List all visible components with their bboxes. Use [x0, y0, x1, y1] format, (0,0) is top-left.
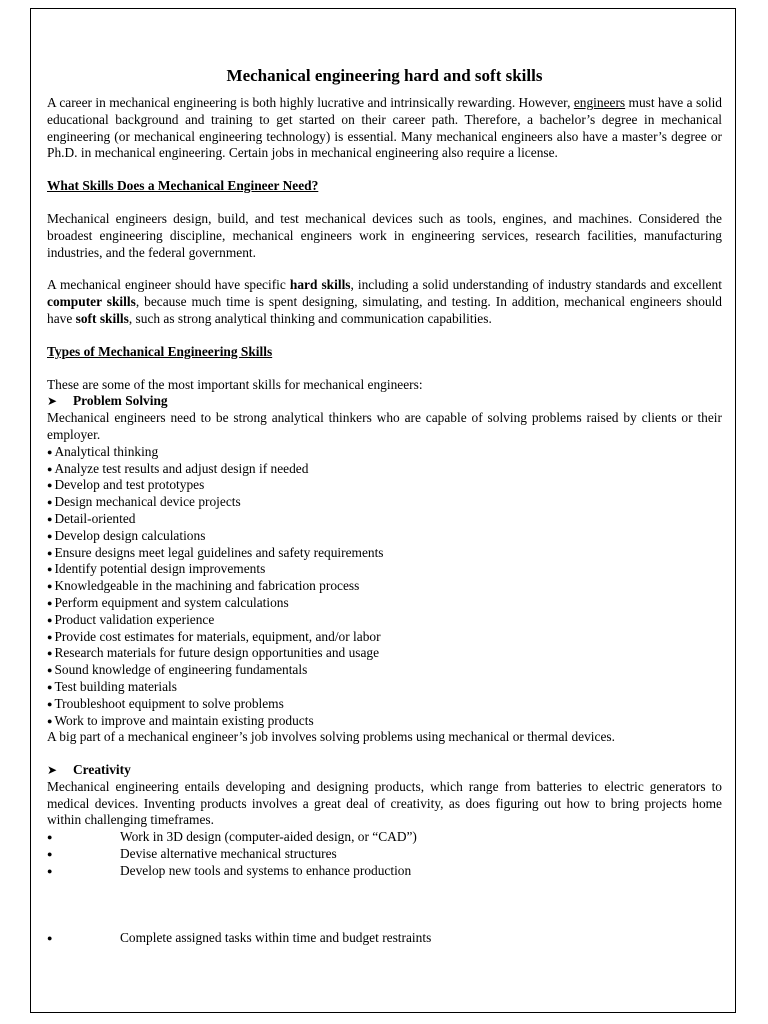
intro-paragraph: A career in mechanical engineering is both highly lucrative and intrinsically rewarding. However, engineers must have a solid educational background and training to get started on their career path. Therefore, a bachelor’s degree in mechanical engineering (or mechanical engineering technology) is essential. Many mechanical engineers also have a master’s degree or Ph.D. in mechanical engineering. Certain jobs in mechanical engineering also require a license.	[47, 95, 722, 161]
bullet-dot-icon: ●	[47, 681, 53, 692]
list-item: ● Devise alternative mechanical structures	[47, 846, 337, 862]
list-item: ● Develop and test prototypes	[47, 477, 205, 493]
section-heading-skills-needed: What Skills Does a Mechanical Engineer Need?	[47, 178, 319, 194]
bullet-dot-icon: ●	[47, 614, 53, 625]
list-item: ● Research materials for future design opportunities and usage	[47, 645, 380, 661]
bullet-dot-icon: ●	[47, 698, 53, 709]
list-item: ● Develop design calculations	[47, 527, 206, 543]
list-item: ● Design mechanical device projects	[47, 494, 241, 510]
creativity-list-continued	[47, 930, 722, 947]
problem-solving-description: Mechanical engineers need to be strong analytical thinkers who are capable of solving problems raised by clients or their employer.	[47, 410, 722, 442]
list-item: ● Work in 3D design (computer-aided design, or “CAD”)	[47, 829, 417, 845]
list-item: ● Test building materials	[47, 678, 177, 694]
skills-paragraph: Mechanical engineers design, build, and test mechanical devices such as tools, engines, and machines. Considered the broadest engineering discipline, mechanical engineers work in engineering services, research facilities, manufacturing industries, and the federal government.	[47, 210, 722, 260]
bullet-dot-icon: ●	[47, 446, 53, 457]
document-content	[47, 65, 722, 946]
list-item: ● Knowledgeable in the machining and fabrication process	[47, 578, 360, 594]
bullet-dot-icon: ●	[47, 513, 53, 524]
problem-solving-list	[47, 444, 722, 730]
hard-soft-paragraph: A mechanical engineer should have specific hard skills, including a solid understanding of industry standards and excellent computer skills, because much time is spent designing, simulating, and testing. In addition, mechanical engineers should have soft skills, such as strong analytical thinking and communication capabilities.	[47, 277, 723, 326]
list-item: ● Identify potential design improvements	[47, 561, 266, 577]
list-item: ● Product validation experience	[47, 611, 215, 627]
bullet-dot-icon: ●	[47, 581, 53, 592]
bullet-dot-icon: ●	[47, 665, 53, 676]
engineers-link[interactable]: engineers	[573, 95, 626, 110]
list-item: ● Sound knowledge of engineering fundamentals	[47, 662, 308, 678]
creativity-heading: ➤ Creativity	[47, 762, 131, 778]
list-item: ● Analyze test results and adjust design if needed	[47, 460, 309, 476]
bullet-dot-icon: ●	[47, 832, 53, 843]
arrow-bullet-icon: ➤	[47, 763, 58, 778]
bullet-dot-icon: ●	[47, 715, 53, 726]
problem-solving-heading: ➤ Problem Solving	[47, 393, 168, 409]
list-item: ● Provide cost estimates for materials, equipment, and/or labor	[47, 628, 381, 644]
list-item: ● Troubleshoot equipment to solve problems	[47, 695, 284, 711]
bullet-dot-icon: ●	[47, 530, 53, 541]
list-item: ● Perform equipment and system calculations	[47, 594, 289, 610]
list-item: ● Ensure designs meet legal guidelines and safety requirements	[47, 544, 384, 560]
document-title: Mechanical engineering hard and soft skills	[226, 66, 543, 85]
skills-intro-line: These are some of the most important skills for mechanical engineers:	[47, 376, 423, 392]
section-heading-skill-types: Types of Mechanical Engineering Skills	[47, 343, 273, 359]
bullet-dot-icon: ●	[47, 497, 53, 508]
bullet-dot-icon: ●	[47, 865, 53, 876]
bullet-dot-icon: ●	[47, 547, 53, 558]
list-item: ● Analytical thinking	[47, 443, 159, 459]
list-item: ● Detail-oriented	[47, 510, 136, 526]
bullet-dot-icon: ●	[47, 648, 53, 659]
bullet-dot-icon: ●	[47, 480, 53, 491]
list-item: ● Develop new tools and systems to enhance production	[47, 862, 412, 878]
creativity-description: Mechanical engineering entails developing and designing products, which range from batteries to electric generators to medical devices. Inventing products involves a great deal of creativity, as does figuring out how to bring projects home within challenging timeframes.	[47, 778, 722, 828]
document-page	[30, 8, 736, 1013]
bullet-dot-icon: ●	[47, 463, 53, 474]
arrow-bullet-icon: ➤	[47, 394, 58, 409]
bullet-dot-icon: ●	[47, 849, 53, 860]
list-item: ● Complete assigned tasks within time and budget restraints	[47, 929, 432, 945]
list-item: ● Work to improve and maintain existing products	[47, 712, 314, 728]
bullet-dot-icon: ●	[47, 932, 53, 943]
bullet-dot-icon: ●	[47, 631, 53, 642]
problem-solving-closing: A big part of a mechanical engineer’s job involves solving problems using mechanical or thermal devices.	[47, 729, 615, 745]
bullet-dot-icon: ●	[47, 564, 53, 575]
creativity-list	[47, 829, 722, 879]
bullet-dot-icon: ●	[47, 597, 53, 608]
